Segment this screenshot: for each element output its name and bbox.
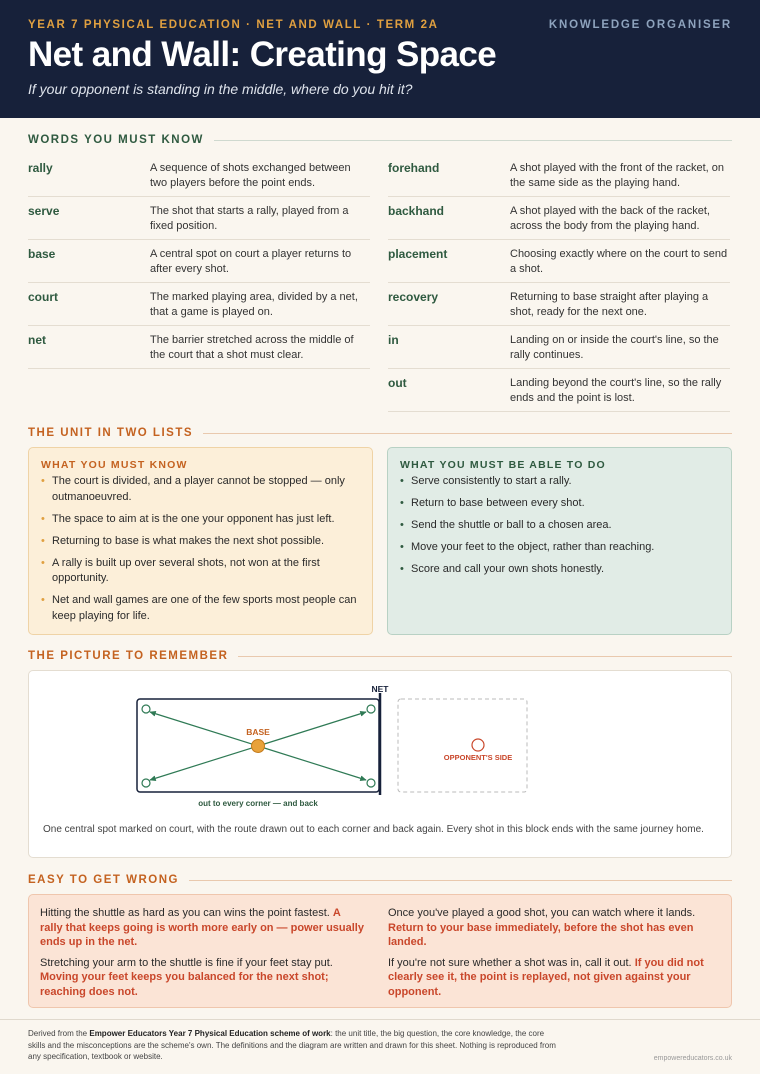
glossary-row [388,197,730,240]
list-item: • Returning to base is what makes the next shot possible. [41,534,360,550]
must-know-box [28,447,373,635]
glossary-term: rally [28,161,53,175]
misconceptions-box [28,894,732,1008]
glossary-row [388,283,730,326]
wrong-heading-text: EASY TO GET WRONG [28,874,179,886]
section-divider [189,880,732,881]
misconceptions-right-column [388,906,714,1005]
opponent-side-label: OPPONENT'S SIDE [443,753,513,762]
source-name: Empower Educators Year 7 Physical Education scheme of work [89,1029,331,1038]
opponent-marker [472,739,484,751]
list-item: • The court is divided, and a player cannot be stopped — only outmanoeuvred. [41,474,360,505]
words-heading-text: WORDS YOU MUST KNOW [28,134,204,146]
correction-text: Moving your feet keeps you balanced for the next shot; reaching does not. [40,971,329,998]
document-type-label: KNOWLEDGE ORGANISER [548,19,732,31]
must-do-box [387,447,732,635]
section-divider [203,433,732,434]
base-marker [252,740,265,753]
correction-text: A rally that keeps going is worth more early on — power usually ends up in the net. [40,907,364,948]
corner-marker [142,779,150,787]
glossary-term: placement [388,247,448,261]
corner-marker [142,705,150,713]
glossary-term: base [28,247,56,261]
misconception-text: Stretching your arm to the shuttle is fine if your feet stay put. [40,956,333,969]
misconceptions-left-column [40,906,366,1005]
glossary-term: serve [28,204,60,218]
glossary-row [388,240,730,283]
glossary-term: court [28,290,58,304]
words-section-heading [28,134,732,146]
misconception-item [388,906,714,950]
correction-text: If you did not clearly see it, the point is replayed, not given against your opponent. [388,956,704,998]
glossary-definition: Landing on or inside the court's line, so the rally continues. [510,334,719,361]
court-diagram [29,671,733,821]
glossary-definition: Choosing exactly where on the court to send a shot. [510,248,728,275]
misconception-text: If you're not sure whether a shot was in, call it out. [388,956,632,969]
glossary-definition: The barrier stretched across the middle of the court that a shot must clear. [150,334,354,361]
list-item: • Score and call your own shots honestly. [400,562,719,578]
glossary-term: backhand [388,204,445,218]
glossary-definition: The marked playing area, divided by a net, that a game is played on. [150,291,358,318]
section-divider [238,656,732,657]
source-note-body: : the unit title, the big question, the core knowledge, the core skills and the misconceptions are the scheme's own. The definitions and the diagram are written and drawn for this sheet. Nothing is reproduced from any specification, textbook or website. [28,1029,556,1061]
footer [0,1019,760,1063]
glossary-term: recovery [388,290,439,304]
glossary-definition: A central spot on court a player returns to after every shot. [150,248,352,275]
glossary-row [388,326,730,369]
court-diagram-card [28,670,732,858]
misconception-item [388,956,714,1000]
glossary-row [28,326,370,369]
list-item: • Send the shuttle or ball to a chosen area. [400,518,719,534]
must-know-title: WHAT YOU MUST KNOW [41,459,188,471]
glossary-definition: The shot that starts a rally, played from a fixed position. [150,205,349,232]
misconception-text: Hitting the shuttle as hard as you can wins the point fastest. [40,907,330,919]
wrong-section-heading [28,874,732,886]
glossary-row [28,240,370,283]
glossary-row [388,154,730,197]
glossary-left-column [28,154,370,369]
base-label: BASE [246,727,270,737]
source-note-intro: Derived from the [28,1029,90,1038]
picture-section-heading [28,650,732,662]
glossary-term: in [388,333,399,347]
glossary-row [388,369,730,412]
list-item: • Serve consistently to start a rally. [400,474,719,490]
list-item: • Move your feet to the object, rather than reaching. [400,540,719,556]
net-label: NET [371,684,389,694]
glossary-definition: Returning to base straight after playing a shot, ready for the next one. [510,291,709,318]
corner-marker [367,705,375,713]
glossary-term: forehand [388,161,440,175]
list-item: • Net and wall games are one of the few sports most people can keep playing for life. [41,593,360,624]
opponent-court-outline [398,699,527,792]
picture-heading-text: THE PICTURE TO REMEMBER [28,650,229,662]
misconception-item [40,956,366,1000]
glossary-row [28,197,370,240]
list-item: • Return to base between every shot. [400,496,719,512]
corner-marker [367,779,375,787]
must-do-list [400,474,719,578]
unit-kicker: YEAR 7 PHYSICAL EDUCATION · NET AND WALL · TERM 2A [28,19,439,31]
diagram-caption: One central spot marked on court, with the route drawn out to each corner and back again. Every shot in this block ends with the same journey home. [43,824,704,835]
page-title: Net and Wall: Creating Space [28,35,497,74]
glossary-definition: A sequence of shots exchanged between two players before the point ends. [150,162,351,189]
big-question: If your opponent is standing in the middle, where do you hit it? [28,81,413,97]
glossary-definition: A shot played with the front of the racket, on the same side as the playing hand. [510,162,725,189]
must-know-list [41,474,360,624]
misconception-text: Once you've played a good shot, you can watch where it lands. [388,907,696,919]
glossary-right-column [388,154,730,412]
website-link[interactable]: empowereducators.co.uk [653,1055,732,1062]
list-item: • The space to aim at is the one your opponent has just left. [41,512,360,528]
route-label: out to every corner — and back [198,799,318,808]
correction-text: Return to your base immediately, before the shot has even landed. [388,921,694,948]
list-item: • A rally is built up over several shots, not won at the first opportunity. [41,556,360,587]
glossary-row [28,154,370,197]
unit-section-heading [28,427,732,439]
must-do-title: WHAT YOU MUST BE ABLE TO DO [400,459,606,471]
section-divider [214,140,732,141]
misconception-item [40,906,366,950]
glossary-definition: A shot played with the back of the racket, across the body from the playing hand. [510,205,710,232]
glossary-term: out [388,376,407,390]
source-note [28,1028,558,1063]
glossary-term: net [28,333,46,347]
header [0,0,760,118]
glossary-definition: Landing beyond the court's line, so the rally ends and the point is lost. [510,377,722,404]
unit-heading-text: THE UNIT IN TWO LISTS [28,427,194,439]
glossary-row [28,283,370,326]
